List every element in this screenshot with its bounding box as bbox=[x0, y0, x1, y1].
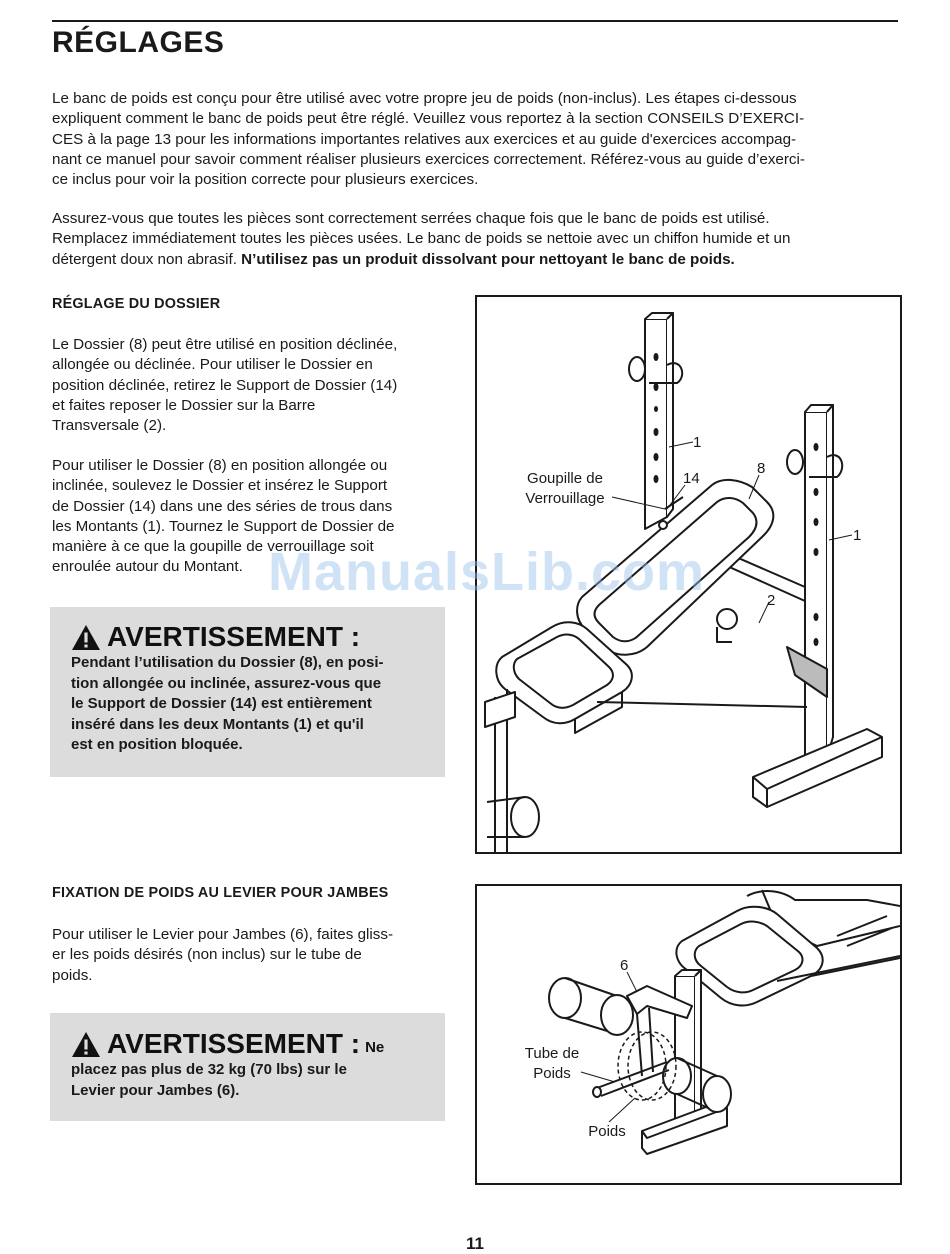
top-rule bbox=[52, 20, 898, 22]
text-line: poids. bbox=[52, 966, 93, 984]
label-tube-line1: Tube de bbox=[524, 1045, 580, 1062]
label-part-8: 8 bbox=[757, 460, 766, 477]
intro-paragraph bbox=[52, 89, 898, 190]
warning-line: le Support de Dossier (14) est entièrement bbox=[71, 695, 372, 713]
warning-line: Pendant l’utilisation du Dossier (8), en posi- bbox=[71, 654, 384, 671]
label-part-1-left: 1 bbox=[693, 434, 702, 451]
maintenance-bold-warning: N’utilisez pas un produit dissolvant pour nettoyant le banc de poids. bbox=[241, 250, 735, 268]
warning-title-text: AVERTISSEMENT : bbox=[107, 621, 361, 652]
warning-line: placez pas plus de 32 kg (70 lbs) sur le bbox=[71, 1061, 347, 1078]
intro-line: nant ce manuel pour savoir comment réaliser plusieurs exercices correctement. Référez-vous au guide d’exerci- bbox=[52, 150, 805, 168]
intro-line: Le banc de poids est conçu pour être utilisé avec votre propre jeu de poids (non-inclus). Les étapes ci-dessous bbox=[52, 90, 797, 107]
figure-leg-lever bbox=[475, 884, 902, 1185]
text-line: enroulée autour du Montant. bbox=[52, 558, 243, 576]
text-line: de Dossier (14) dans une des séries de trous dans bbox=[52, 497, 393, 515]
text-line: inclinée, soulevez le Dossier et insérez le Support bbox=[52, 477, 388, 495]
text-line: allongée ou déclinée. Pour utiliser le Dossier en bbox=[52, 356, 373, 374]
label-part-1-right: 1 bbox=[853, 527, 862, 544]
leg-lever-illustration bbox=[477, 886, 900, 1183]
section-heading-dossier: RÉGLAGE DU DOSSIER bbox=[52, 296, 221, 312]
text-line: et faites reposer le Dossier sur la Barre bbox=[52, 396, 316, 414]
label-goupille-line1: Goupille de bbox=[527, 470, 603, 487]
warning-text bbox=[71, 1060, 445, 1101]
text-line: Le Dossier (8) peut être utilisé en position déclinée, bbox=[52, 336, 398, 353]
warning-line: tion allongée ou inclinée, assurez-vous que bbox=[71, 674, 382, 692]
maintenance-line: Assurez-vous que toutes les pièces sont correctement serrées chaque fois que le banc de poids est utilisé. bbox=[52, 210, 770, 227]
warning-title-continuation: Ne bbox=[365, 1039, 385, 1056]
intro-line: CES à la page 13 pour les informations importantes relatives aux exercices et au guide d'exercices accompag- bbox=[52, 130, 797, 148]
section-heading-levier: FIXATION DE POIDS AU LEVIER POUR JAMBES bbox=[52, 885, 389, 901]
label-tube-line2: Poids bbox=[533, 1065, 571, 1082]
intro-line: expliquent comment le banc de poids peut être réglé. Veuillez vous reportez à la section CONSEILS D’EXERCI- bbox=[52, 110, 805, 128]
warning-title bbox=[71, 1028, 445, 1060]
warning-box-dossier bbox=[50, 607, 445, 777]
maintenance-plain: détergent doux non abrasif. bbox=[52, 250, 242, 268]
intro-line: ce inclus pour voir la position correcte pour plusieurs exercices. bbox=[52, 171, 479, 189]
maintenance-paragraph bbox=[52, 209, 898, 270]
text-line: manière à ce que la goupille de verrouillage soit bbox=[52, 538, 374, 556]
label-part-6: 6 bbox=[620, 957, 629, 974]
warning-line: Levier pour Jambes (6). bbox=[71, 1081, 240, 1099]
maintenance-line: Remplacez immédiatement toutes les pièces usées. Le banc de poids se nettoie avec un chiffon humide et un bbox=[52, 230, 791, 248]
warning-line: inséré dans les deux Montants (1) et qu'il bbox=[71, 715, 364, 733]
label-part-2: 2 bbox=[767, 592, 776, 609]
text-line: les Montants (1). Tournez le Support de Dossier de bbox=[52, 517, 395, 535]
text-line: er les poids désirés (non inclus) sur le tube de bbox=[52, 946, 362, 964]
label-poids: Poids bbox=[588, 1123, 626, 1140]
warning-text bbox=[71, 653, 445, 756]
page-number: 11 bbox=[466, 1234, 484, 1253]
label-part-14: 14 bbox=[683, 470, 700, 487]
text-line: Pour utiliser le Dossier (8) en position allongée ou bbox=[52, 457, 388, 474]
label-goupille-line2: Verrouillage bbox=[525, 490, 605, 507]
watermark: ManualsLib.com bbox=[268, 542, 706, 602]
warning-title bbox=[71, 621, 445, 653]
dossier-paragraph-1 bbox=[52, 335, 452, 436]
warning-box-levier bbox=[50, 1013, 445, 1121]
warning-title-text: AVERTISSEMENT : bbox=[107, 1028, 361, 1059]
text-line: Transversale (2). bbox=[52, 417, 167, 435]
levier-paragraph bbox=[52, 925, 452, 986]
maintenance-line-last bbox=[52, 250, 898, 270]
warning-triangle-icon bbox=[71, 1031, 101, 1058]
warning-triangle-icon bbox=[71, 624, 101, 651]
text-line: Pour utiliser le Levier pour Jambes (6), faites gliss- bbox=[52, 926, 394, 943]
page-title: RÉGLAGES bbox=[52, 26, 225, 59]
text-line: position déclinée, retirez le Support de Dossier (14) bbox=[52, 376, 398, 394]
warning-line: est en position bloquée. bbox=[71, 736, 243, 754]
